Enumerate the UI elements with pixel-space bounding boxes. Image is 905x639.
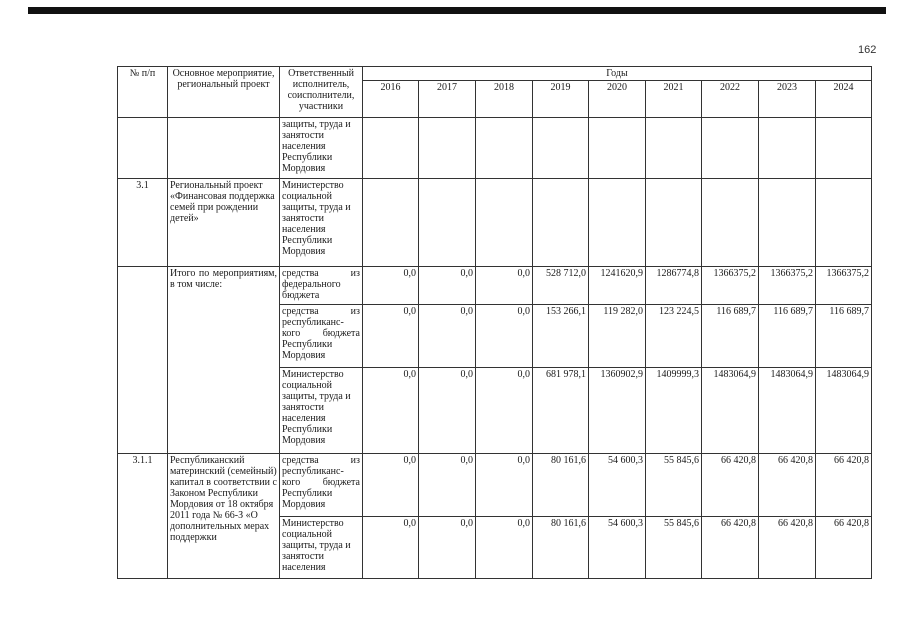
year-header: 2020	[589, 81, 646, 118]
value-cell	[759, 118, 816, 179]
value-cell: 528 712,0	[533, 267, 589, 305]
value-cell: 0,0	[419, 305, 476, 368]
row-num	[118, 267, 168, 454]
value-cell: 0,0	[363, 517, 419, 579]
value-cell	[816, 118, 872, 179]
value-cell: 116 689,7	[702, 305, 759, 368]
year-header: 2022	[702, 81, 759, 118]
header-responsible: Ответственный исполнитель, соисполнители, участники	[280, 67, 363, 118]
value-cell: 0,0	[419, 368, 476, 454]
year-header: 2018	[476, 81, 533, 118]
value-cell	[363, 179, 419, 267]
value-cell: 66 420,8	[816, 517, 872, 579]
value-cell: 1409999,3	[646, 368, 702, 454]
year-header: 2019	[533, 81, 589, 118]
row-responsible: Министерство социальной защиты, труда и занятости населения Республики Мордовия	[280, 179, 363, 267]
value-cell: 116 689,7	[759, 305, 816, 368]
value-cell: 54 600,3	[589, 454, 646, 517]
value-cell	[702, 118, 759, 179]
header-years: Годы	[363, 67, 872, 81]
row-responsible: защиты, труда и занятости населения Республики Мордовия	[280, 118, 363, 179]
row-event: Региональный проект «Финансовая поддержка семей при рождении детей»	[168, 179, 280, 267]
value-cell: 66 420,8	[759, 517, 816, 579]
value-cell	[419, 118, 476, 179]
value-cell	[759, 179, 816, 267]
value-cell	[646, 118, 702, 179]
value-cell: 66 420,8	[816, 454, 872, 517]
value-cell	[419, 179, 476, 267]
row-responsible: Министерство социальной защиты, труда и занятости населения	[280, 517, 363, 579]
value-cell: 0,0	[363, 368, 419, 454]
value-cell: 0,0	[476, 517, 533, 579]
value-cell: 0,0	[363, 305, 419, 368]
value-cell: 0,0	[476, 368, 533, 454]
value-cell: 1483064,9	[702, 368, 759, 454]
value-cell: 0,0	[419, 517, 476, 579]
row-event: Итого по мероприятиям, в том числе:	[168, 267, 280, 454]
value-cell: 1366375,2	[816, 267, 872, 305]
table-row	[118, 267, 872, 305]
table-row	[118, 118, 872, 179]
year-header: 2017	[419, 81, 476, 118]
row-num: 3.1.1	[118, 454, 168, 579]
value-cell: 116 689,7	[816, 305, 872, 368]
header-event: Основное мероприятие, региональный проект	[168, 67, 280, 118]
value-cell: 55 845,6	[646, 454, 702, 517]
value-cell: 1483064,9	[759, 368, 816, 454]
value-cell: 123 224,5	[646, 305, 702, 368]
value-cell: 0,0	[476, 454, 533, 517]
program-table	[117, 66, 872, 579]
value-cell: 0,0	[476, 267, 533, 305]
scan-top-border	[28, 7, 886, 14]
value-cell: 66 420,8	[702, 454, 759, 517]
value-cell: 1366375,2	[759, 267, 816, 305]
value-cell: 80 161,6	[533, 517, 589, 579]
value-cell	[646, 179, 702, 267]
value-cell: 1366375,2	[702, 267, 759, 305]
value-cell	[363, 118, 419, 179]
row-event	[168, 118, 280, 179]
value-cell: 1360902,9	[589, 368, 646, 454]
value-cell	[476, 118, 533, 179]
value-cell: 55 845,6	[646, 517, 702, 579]
value-cell	[589, 118, 646, 179]
row-num	[118, 118, 168, 179]
page-number: 162	[858, 44, 877, 56]
value-cell	[816, 179, 872, 267]
year-header: 2016	[363, 81, 419, 118]
value-cell: 1241620,9	[589, 267, 646, 305]
row-responsible: средства из республиканс-кого бюджета Республики Мордовия	[280, 305, 363, 368]
value-cell: 681 978,1	[533, 368, 589, 454]
row-event: Республиканский материнский (семейный) капитал в соответствии с Законом Республики Мордовия от 18 октября 2011 года № 66-З «О дополнительных мерах поддержки	[168, 454, 280, 579]
value-cell: 54 600,3	[589, 517, 646, 579]
value-cell: 0,0	[419, 454, 476, 517]
value-cell: 80 161,6	[533, 454, 589, 517]
value-cell	[476, 179, 533, 267]
year-header: 2021	[646, 81, 702, 118]
value-cell: 1483064,9	[816, 368, 872, 454]
value-cell: 0,0	[363, 454, 419, 517]
value-cell	[533, 118, 589, 179]
table-row	[118, 454, 872, 517]
header-row	[118, 67, 872, 81]
year-header: 2024	[816, 81, 872, 118]
value-cell: 0,0	[363, 267, 419, 305]
table-row	[118, 179, 872, 267]
row-responsible: средства из федерального бюджета	[280, 267, 363, 305]
value-cell: 0,0	[419, 267, 476, 305]
value-cell: 119 282,0	[589, 305, 646, 368]
row-responsible: Министерство социальной защиты, труда и занятости населения Республики Мордовия	[280, 368, 363, 454]
value-cell	[589, 179, 646, 267]
value-cell: 153 266,1	[533, 305, 589, 368]
row-num: 3.1	[118, 179, 168, 267]
year-header: 2023	[759, 81, 816, 118]
value-cell	[702, 179, 759, 267]
value-cell: 66 420,8	[702, 517, 759, 579]
value-cell: 1286774,8	[646, 267, 702, 305]
row-responsible: средства из республиканс-кого бюджета Республики Мордовия	[280, 454, 363, 517]
value-cell: 0,0	[476, 305, 533, 368]
header-num: № п/п	[118, 67, 168, 118]
value-cell	[533, 179, 589, 267]
value-cell: 66 420,8	[759, 454, 816, 517]
